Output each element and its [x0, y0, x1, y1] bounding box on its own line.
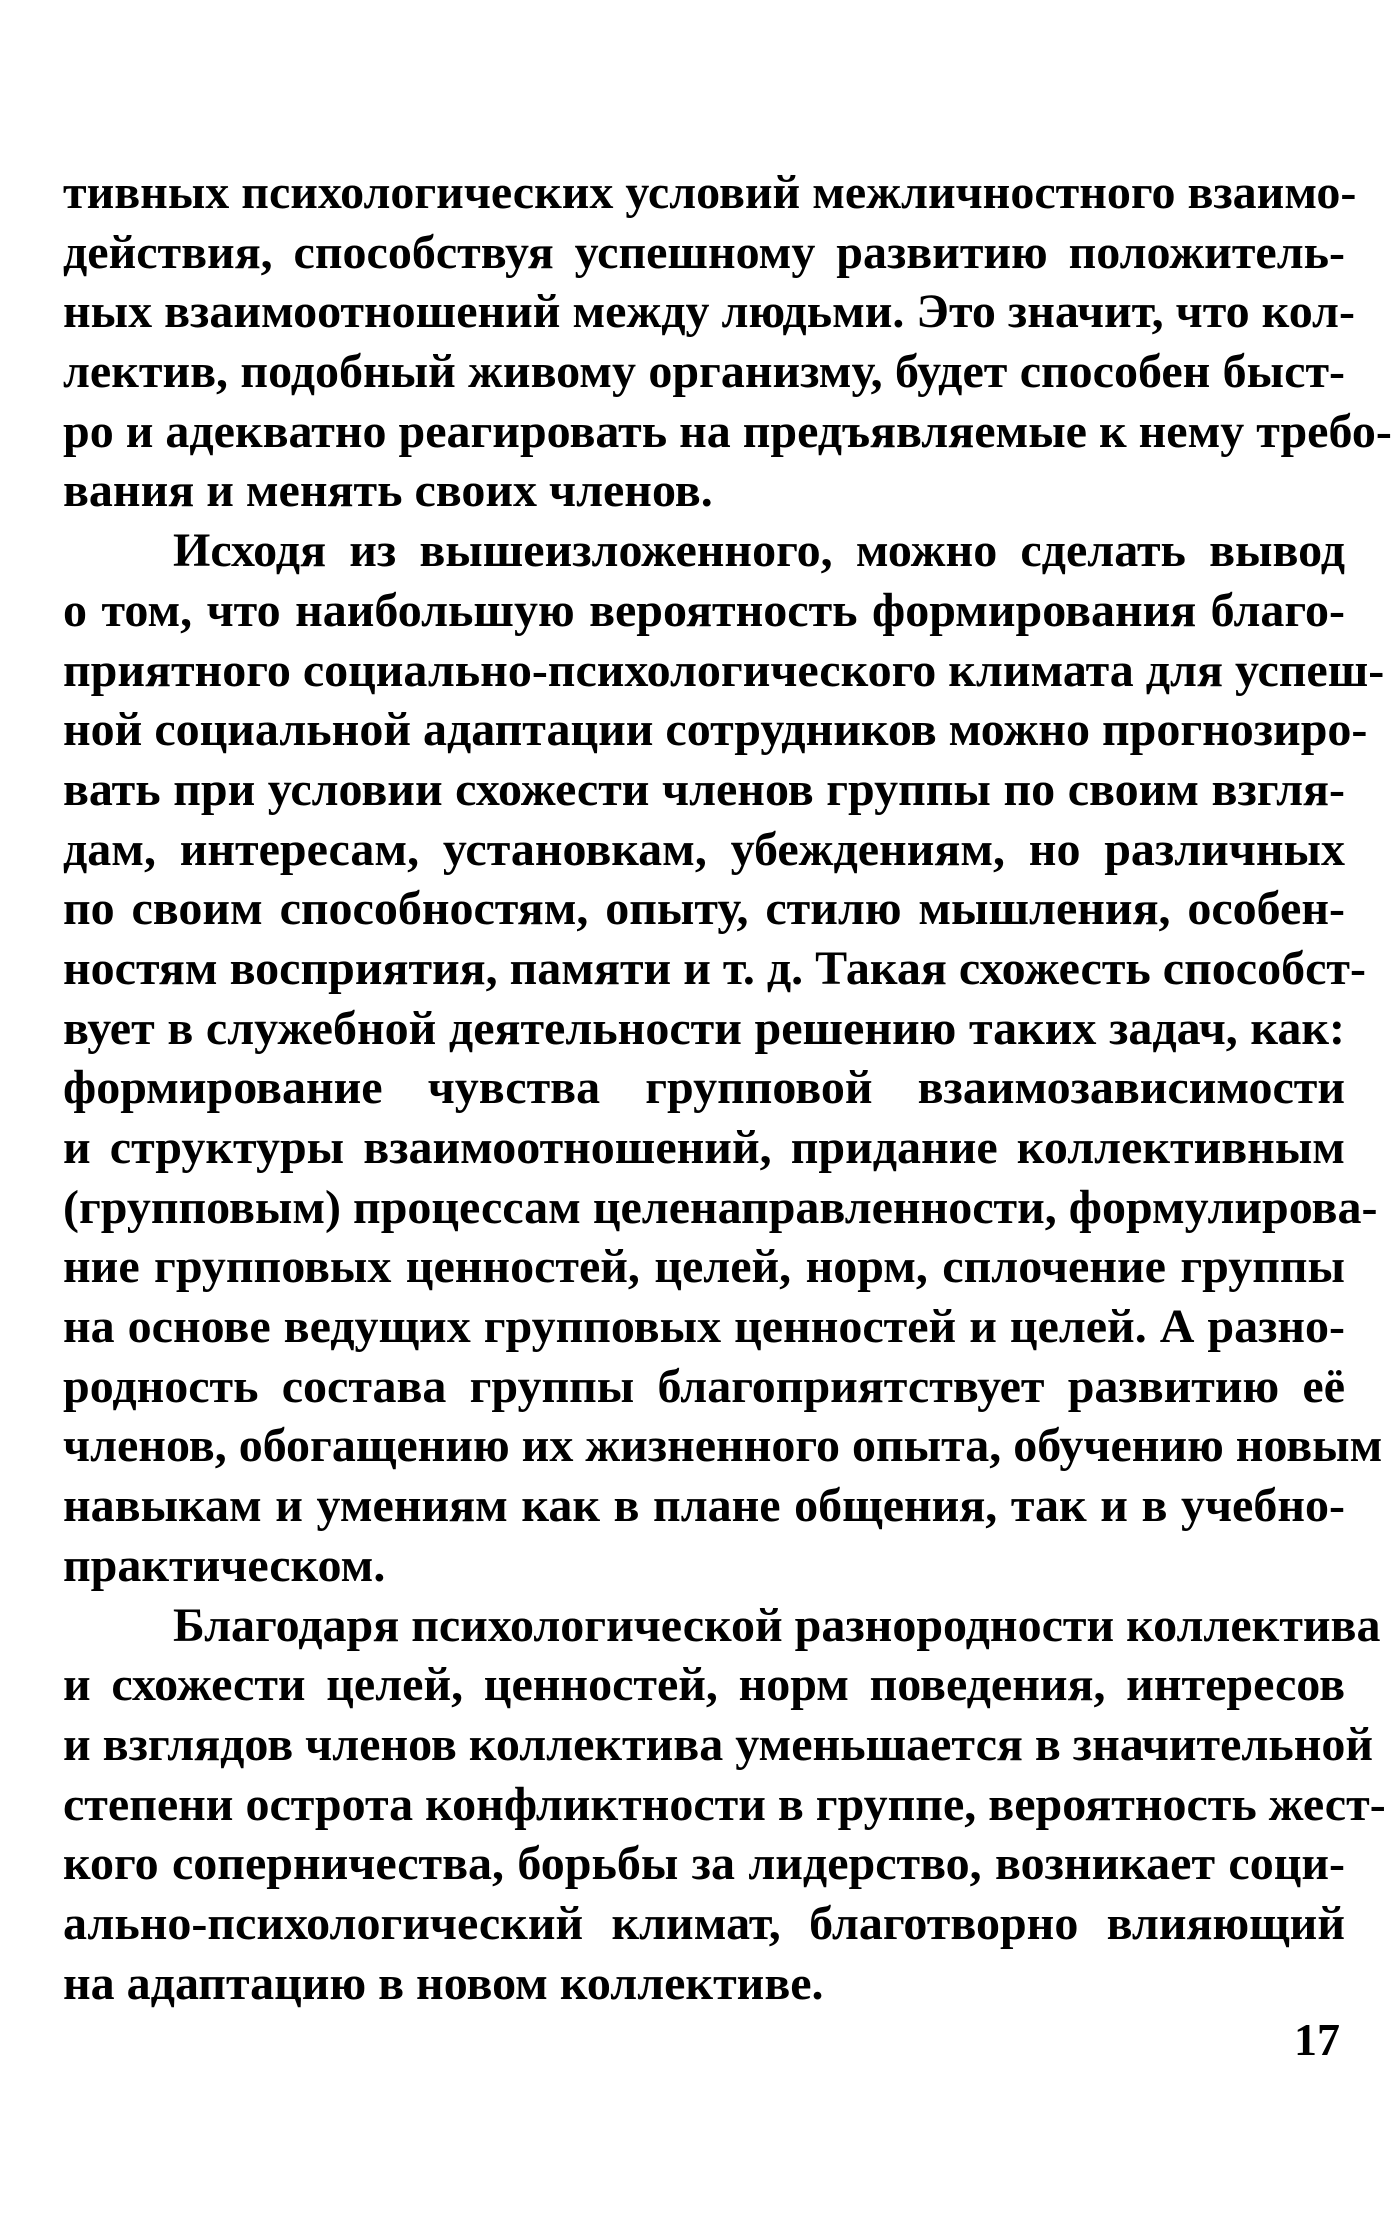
text-line: о том, что наибольшую вероятность формирования благо- [63, 583, 1345, 637]
text-line: ально-психологический климат, благотворно влияющий [63, 1896, 1345, 1950]
text-line: лектив, подобный живому организму, будет способен быст- [63, 345, 1345, 399]
text-line: Благодаря психологической разнородности коллектива [173, 1598, 1381, 1652]
text-line: вания и менять своих членов. [63, 464, 713, 518]
text-line: действия, способствуя успешному развитию положитель- [63, 225, 1345, 279]
page-number: 17 [1294, 2014, 1340, 2065]
body-text [63, 163, 1392, 2013]
text-line: практическом. [63, 1538, 386, 1592]
text-line: и структуры взаимоотношений, придание коллективным [63, 1121, 1345, 1174]
text-line: Исходя из вышеизложенного, можно сделать вывод [173, 524, 1345, 578]
text-line: ной социальной адаптации сотрудников можно прогнозиро- [63, 703, 1368, 757]
text-line: ро и адекватно реагировать на предъявляемые к нему требо- [63, 404, 1392, 458]
text-line: на основе ведущих групповых ценностей и целей. А разно- [63, 1300, 1345, 1354]
paragraph-2 [63, 521, 1385, 1595]
text-line: по своим способностям, опыту, стилю мышления, особен- [63, 882, 1345, 936]
text-line: вует в служебной деятельности решению таких задач, как: [63, 1001, 1345, 1055]
text-line: (групповым) процессам целенаправленности, формулирова- [63, 1180, 1378, 1234]
text-line: приятного социально-психологического климата для успеш- [63, 643, 1385, 697]
paragraph-3 [63, 1596, 1386, 2014]
text-line: степени острота конфликтности в группе, вероятность жест- [63, 1777, 1386, 1831]
text-line: ностям восприятия, памяти и т. д. Такая схожесть способст- [63, 941, 1366, 995]
text-line: дам, интересам, установкам, убеждениям, но различных [63, 822, 1345, 876]
text-line: формирование чувства групповой взаимозависимости [63, 1061, 1345, 1115]
text-line: родность состава группы благоприятствует развитию её [63, 1359, 1345, 1413]
text-line: и схожести целей, ценностей, норм поведения, интересов [63, 1658, 1345, 1712]
text-line: ние групповых ценностей, целей, норм, сплочение группы [63, 1240, 1345, 1294]
text-line: тивных психологических условий межличностного взаимо- [63, 166, 1357, 219]
paragraph-1 [63, 163, 1392, 521]
text-line: кого соперничества, борьбы за лидерство, возникает соци- [63, 1837, 1345, 1891]
text-line: на адаптацию в новом коллективе. [63, 1956, 824, 2010]
text-line: вать при условии схожести членов группы по своим взгля- [63, 762, 1345, 816]
text-line: ных взаимоотношений между людьми. Это значит, что кол- [63, 285, 1355, 339]
text-line: и взглядов членов коллектива уменьшается в значительной [63, 1717, 1374, 1771]
text-line: членов, обогащению их жизненного опыта, обучению новым [63, 1419, 1383, 1473]
text-line: навыкам и умениям как в плане общения, так и в учебно- [63, 1479, 1345, 1533]
